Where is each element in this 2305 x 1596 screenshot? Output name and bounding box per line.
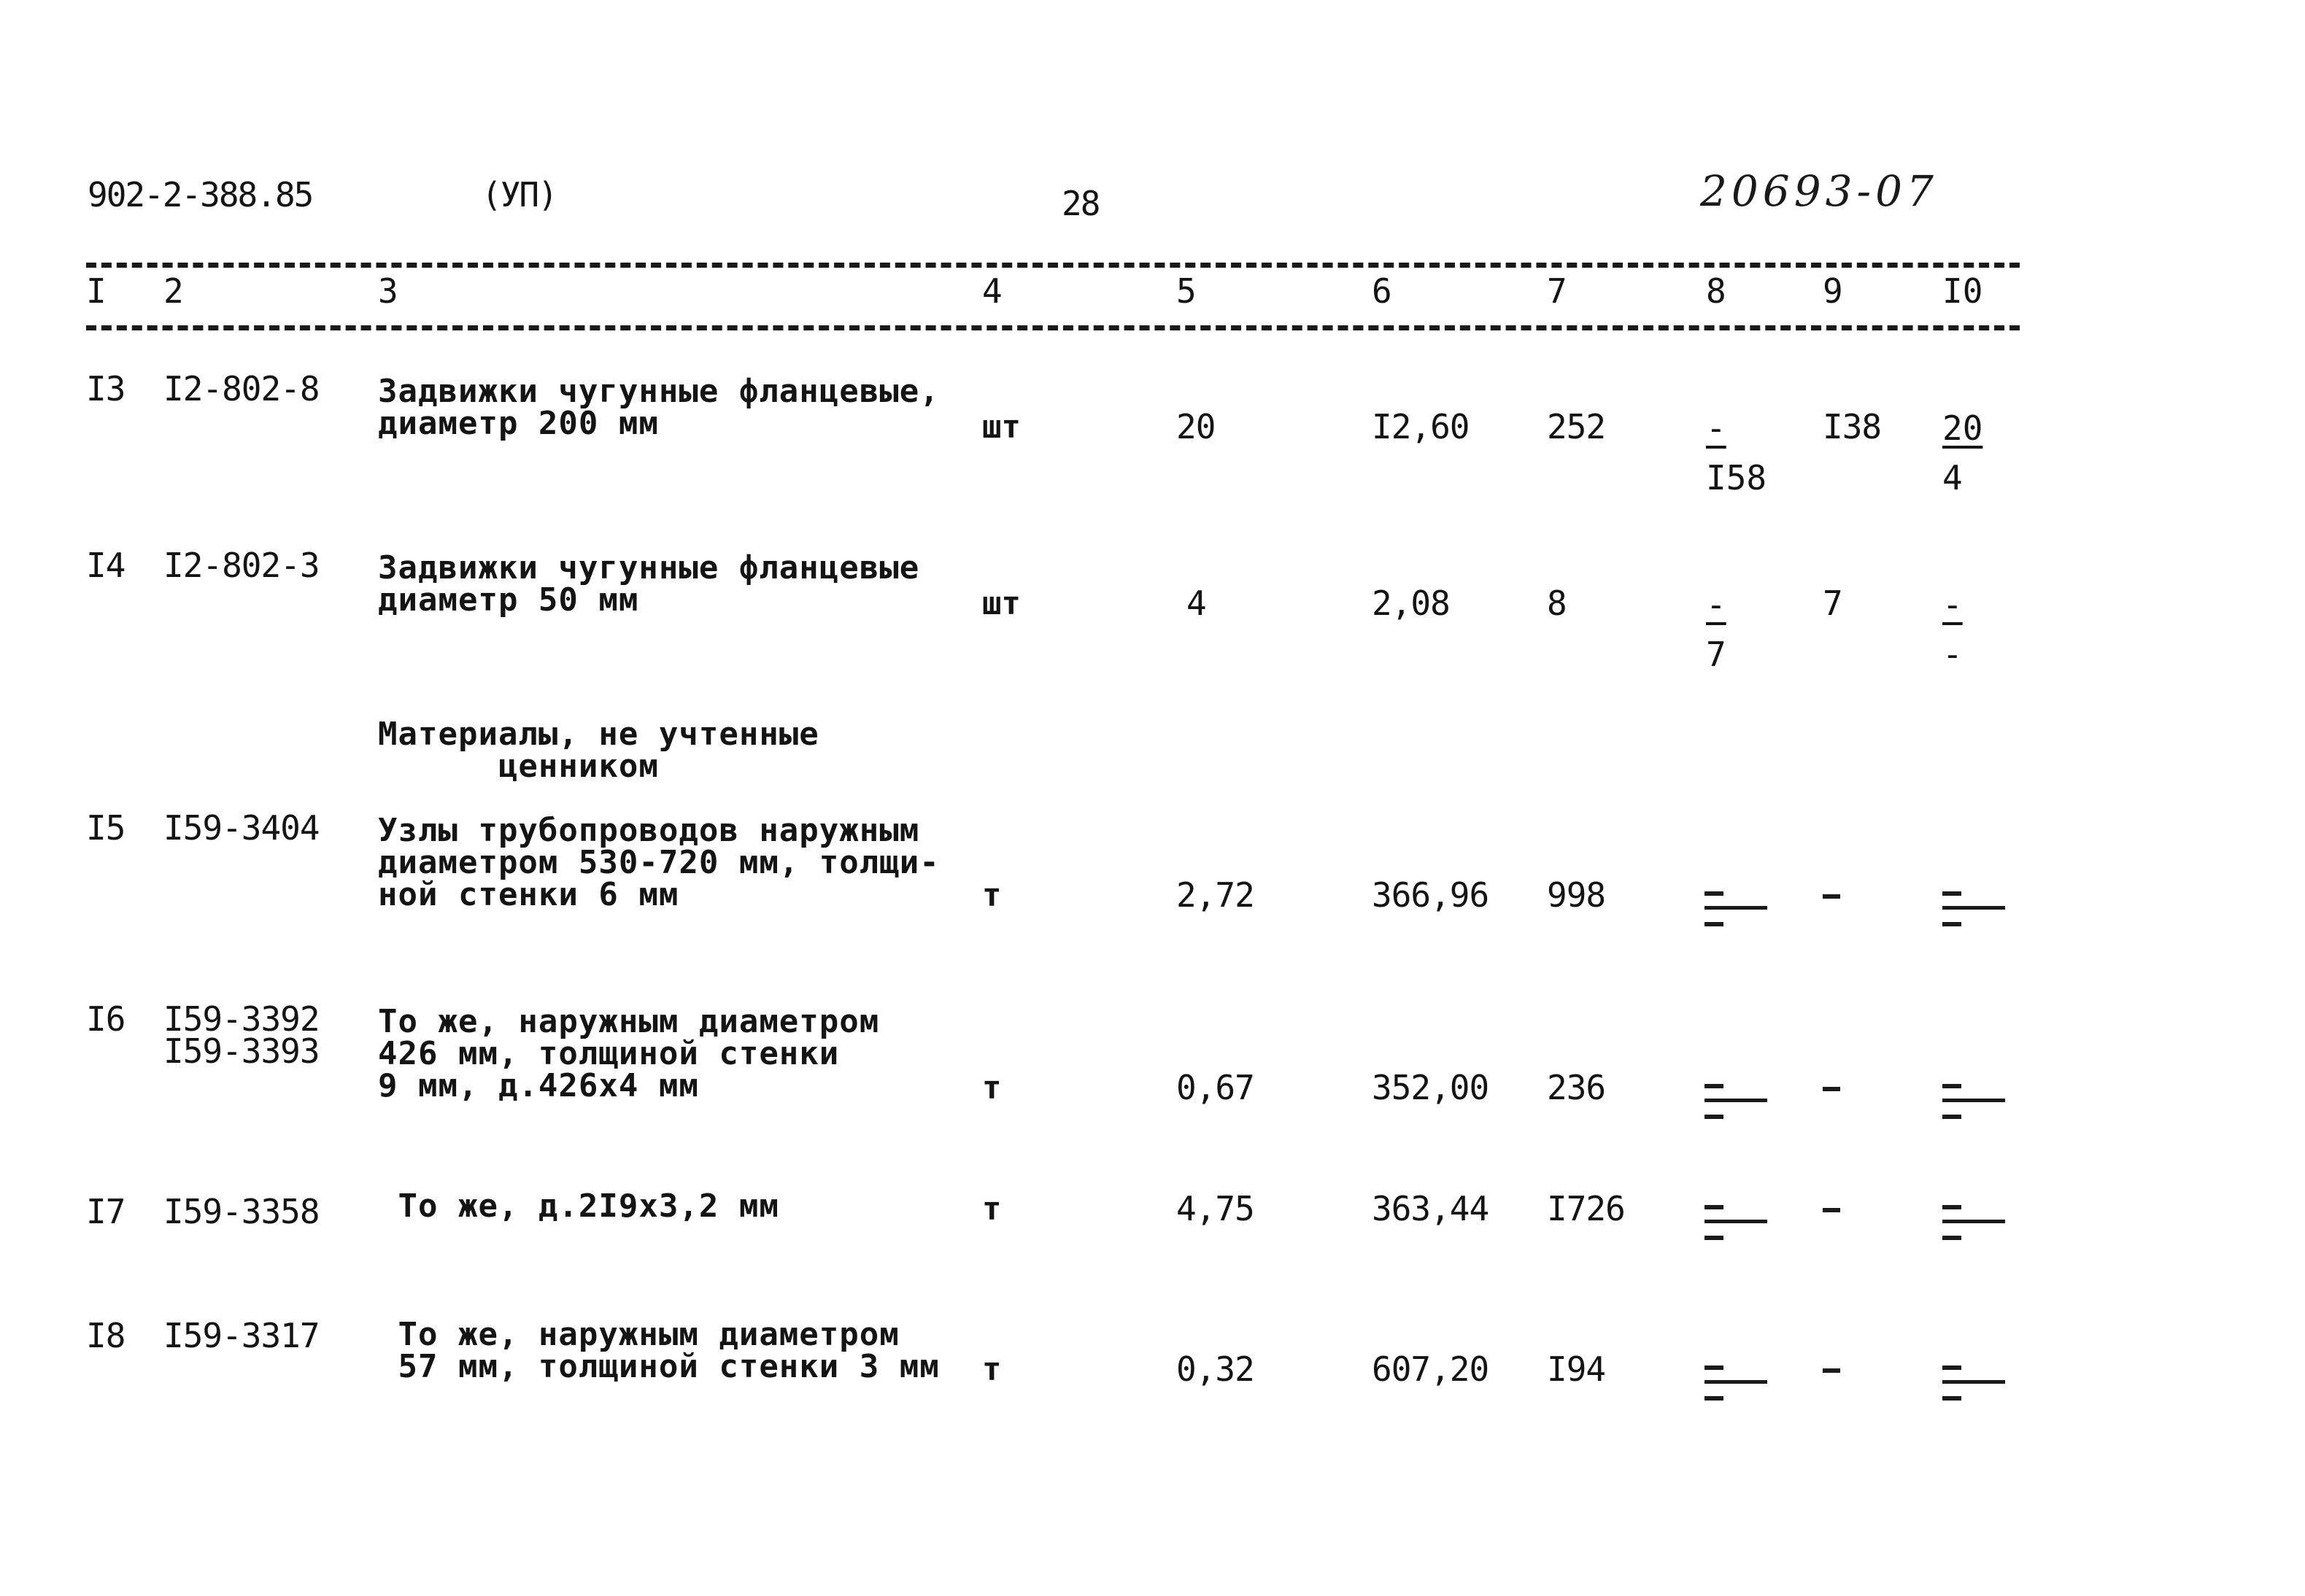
column-header-3: 3 [378,271,398,311]
column-header-9: 9 [1823,271,1843,311]
quantity: 20 [1176,407,1216,446]
unit: т [982,1351,1002,1388]
quantity: 0,32 [1176,1349,1254,1389]
price-code: I59-3392 [163,999,320,1039]
row-number: I8 [86,1316,126,1355]
unit: т [982,1190,1002,1228]
quantity: 4 [1186,584,1206,623]
total-cost: 998 [1547,875,1606,915]
row-number: I4 [86,546,126,585]
col8-numerator: - [1706,585,1726,624]
total-cost: 252 [1547,407,1606,446]
col9-dash [1823,894,1840,899]
col9-dash [1823,1087,1840,1091]
col10-denominator: 4 [1942,458,1963,497]
column-header-10: I0 [1942,271,1983,311]
total-cost: I94 [1547,1349,1606,1389]
total-cost: 236 [1547,1068,1606,1107]
col10-denominator: - [1942,635,1963,674]
unit-price: 352,00 [1372,1068,1489,1107]
column-header-8: 8 [1706,271,1726,311]
col10-numerator: - [1942,585,1963,624]
col10-dash [1942,1205,2008,1249]
price-code: I59-3404 [163,808,320,848]
row-number: I5 [86,808,126,848]
col8-denominator: I58 [1706,458,1767,497]
item-description: Узлы трубопроводов наружным диаметром 530-720 мм, толщи- ной стенки 6 мм [378,812,940,913]
col9-value: I38 [1823,407,1882,446]
price-code: I59-3317 [163,1316,320,1355]
column-header-7: 7 [1547,271,1567,311]
document-code: 902-2-388.85 [88,175,313,214]
row-number: I7 [86,1192,126,1231]
col10-dash [1942,1365,2008,1409]
unit: шт [982,585,1021,622]
item-description: То же, д.2I9х3,2 мм [378,1188,779,1225]
section-mark: (УП) [482,175,557,214]
unit-price: 366,96 [1372,875,1489,915]
unit-price: 607,20 [1372,1349,1489,1389]
col10-dash [1942,891,2008,935]
col8-numerator: - [1706,408,1726,448]
column-header-5: 5 [1176,271,1197,311]
col10-numerator: 20 [1942,408,1983,448]
header-rule-top [86,263,2020,268]
unit-price: I2,60 [1372,407,1470,446]
col8-dash [1704,1084,1770,1128]
item-description: Задвижки чугунные фланцевые, диаметр 200 мм [378,373,940,442]
page-number: 28 [1062,184,1100,223]
column-header-6: 6 [1372,271,1392,311]
price-code: I59-3358 [163,1192,320,1231]
col8-dash [1704,891,1770,935]
total-cost: 8 [1547,584,1567,623]
row-number: I3 [86,369,126,408]
unit: т [982,877,1002,914]
header-rule-bottom [86,325,2020,330]
unit: шт [982,408,1021,446]
col10-dash [1942,1084,2008,1128]
total-cost: I726 [1547,1189,1625,1228]
price-code: I2-802-3 [163,546,320,585]
column-header-2: 2 [163,271,184,311]
item-description: То же, наружным диаметром 57 мм, толщиной стенки 3 мм [398,1316,940,1385]
quantity: 0,67 [1176,1068,1254,1107]
quantity: 2,72 [1176,875,1254,915]
item-description: То же, наружным диаметром 426 мм, толщиной стенки 9 мм, д.426х4 мм [378,1003,880,1104]
col8-dash [1704,1365,1770,1409]
col9-dash [1823,1368,1840,1373]
quantity: 4,75 [1176,1189,1254,1228]
unit-price: 363,44 [1372,1189,1489,1228]
unit-price: 2,08 [1372,584,1450,623]
section-heading: Материалы, не учтенные ценником [378,716,819,785]
row-number: I6 [86,999,126,1039]
column-header-4: 4 [982,271,1003,311]
col8-dash [1704,1205,1770,1249]
col9-value: 7 [1823,584,1842,623]
unit: т [982,1069,1002,1107]
col9-dash [1823,1208,1840,1212]
handwritten-number: 20693-07 [1700,166,1938,216]
col8-denominator: 7 [1706,635,1726,674]
item-description: Задвижки чугунные фланцевые диаметр 50 мм [378,549,920,619]
price-code-secondary: I59-3393 [163,1031,320,1071]
price-code: I2-802-8 [163,369,320,408]
column-header-1: I [86,271,107,311]
